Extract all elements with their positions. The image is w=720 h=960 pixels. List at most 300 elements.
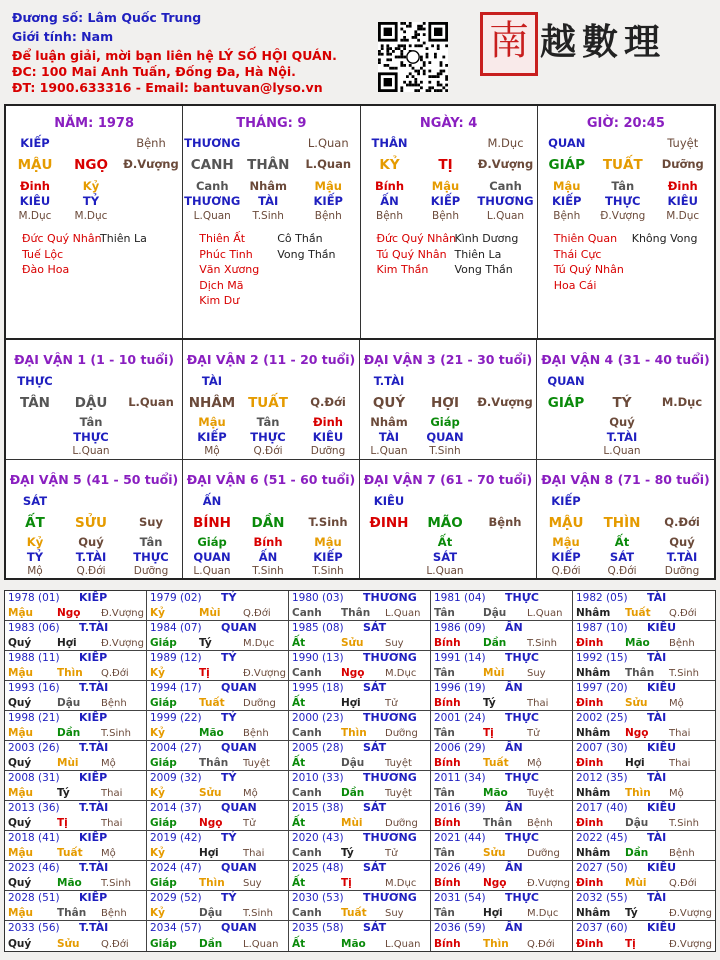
- god-row: [183, 136, 359, 154]
- ten-god: ẤN: [202, 494, 222, 508]
- year-state: Bệnh: [101, 698, 127, 709]
- year-label: 2004 (27): [150, 742, 202, 754]
- year-label: 2025 (48): [292, 862, 344, 874]
- year-stem: Đinh: [576, 697, 604, 709]
- year-cell: [573, 861, 715, 891]
- year-ten-god: KIÊU: [647, 741, 677, 754]
- hidden-stem: Mậu: [553, 179, 581, 193]
- year-branch: Tị: [199, 667, 210, 679]
- hidden-stem: Nhâm: [370, 415, 408, 429]
- year-state: M.Dục: [385, 668, 417, 679]
- heavenly-stem: GIÁP: [548, 157, 585, 173]
- year-stem: Đinh: [576, 637, 604, 649]
- year-stem: Canh: [292, 667, 322, 679]
- hidden-stem: Mậu: [431, 179, 460, 193]
- year-state: Mộ: [101, 848, 116, 859]
- year-stem: Đinh: [576, 877, 604, 889]
- year-label: 2019 (42): [150, 832, 202, 844]
- year-label: 2009 (32): [150, 772, 202, 784]
- year-label: 1983 (06): [8, 622, 60, 634]
- year-branch: Ngọ: [483, 877, 507, 889]
- earthly-branch: HỢI: [430, 395, 460, 411]
- year-label: 1999 (22): [150, 712, 202, 724]
- year-state: Dưỡng: [527, 848, 560, 859]
- year-ten-god: THỰC: [505, 771, 539, 784]
- year-state: Suy: [385, 908, 404, 919]
- year-label: 2020 (43): [292, 832, 344, 844]
- heavenly-stem: KỶ: [379, 157, 400, 173]
- year-cell: [147, 621, 289, 651]
- hidden-stem: Quý: [669, 535, 695, 549]
- year-ten-god: TÀI: [647, 771, 667, 784]
- year-stem: Mậu: [8, 667, 34, 679]
- year-stem: Nhâm: [576, 907, 611, 919]
- branch-state: Suy: [139, 515, 163, 529]
- year-stem: Mậu: [8, 907, 34, 919]
- year-branch: Mùi: [57, 757, 79, 769]
- year-cell: [289, 891, 431, 921]
- year-cell: [147, 651, 289, 681]
- year-state: Mộ: [101, 758, 116, 769]
- can-chi-row: [361, 157, 537, 175]
- year-ten-god: KIÊU: [647, 861, 677, 874]
- year-state: Dưỡng: [385, 818, 418, 829]
- earthly-branch: TỊ: [438, 157, 453, 173]
- year-stem: Bính: [434, 757, 461, 769]
- year-stem: Quý: [8, 697, 32, 709]
- year-branch: Dần: [483, 637, 507, 649]
- year-stem: Quý: [8, 877, 32, 889]
- year-label: 2010 (33): [292, 772, 344, 784]
- god-row: [360, 374, 536, 392]
- year-branch: Sửu: [57, 938, 80, 950]
- hidden-ten-god: KIẾP: [552, 194, 582, 208]
- annual-luck-table: [4, 590, 716, 952]
- pillar-2: [361, 106, 538, 338]
- year-state: Mộ: [243, 788, 258, 799]
- year-label: 2016 (39): [434, 802, 486, 814]
- hidden-ten-god: TÀI: [258, 194, 279, 208]
- star-other: Cô Thần: [277, 232, 323, 245]
- year-ten-god: THƯƠNG: [363, 831, 417, 844]
- branch-state: Bệnh: [488, 515, 522, 529]
- hidden-relation: Dưỡng: [133, 565, 169, 577]
- hidden-ten-god: T.TÀI: [606, 430, 638, 444]
- year-ten-god: THỰC: [505, 711, 539, 724]
- year-stem: Quý: [8, 938, 32, 950]
- star-good: Đức Quý Nhân: [22, 232, 102, 245]
- year-branch: Thìn: [199, 877, 225, 889]
- year-label: 2008 (31): [8, 772, 60, 784]
- year-label: 2001 (24): [434, 712, 486, 724]
- hidden-relation: Dưỡng: [664, 565, 700, 577]
- year-branch: Dậu: [57, 697, 81, 709]
- year-cell: [5, 741, 147, 771]
- year-branch: Thân: [57, 907, 87, 919]
- hidden-relation: T.Sinh: [252, 210, 284, 222]
- ten-god-top: KIẾP: [20, 136, 50, 150]
- year-branch: Tuất: [57, 847, 83, 859]
- year-label: 1978 (01): [8, 592, 60, 604]
- hidden-ten-god: KIẾP: [430, 194, 461, 208]
- hidden-stem: Giáp: [197, 535, 227, 549]
- year-ten-god: KIẾP: [79, 891, 108, 904]
- year-stem: Tân: [434, 607, 455, 619]
- earthly-branch: DẦN: [251, 515, 285, 531]
- address: ĐC: 100 Mai Anh Tuấn, Đống Đa, Hà Nội.: [12, 64, 296, 79]
- hidden-ten-god: THỰC: [133, 550, 169, 564]
- branch-state: T.Sinh: [308, 515, 348, 529]
- year-cell: [5, 651, 147, 681]
- year-ten-god: SÁT: [363, 921, 387, 934]
- hidden-stem: Giáp: [430, 415, 460, 429]
- year-branch: Ngọ: [341, 667, 365, 679]
- heavenly-stem: ẤT: [25, 515, 45, 531]
- star-other: Không Vong: [631, 232, 698, 245]
- year-branch: Tị: [57, 817, 68, 829]
- year-branch: Dậu: [341, 757, 365, 769]
- year-label: 1997 (20): [576, 682, 628, 694]
- qr-code-icon[interactable]: [378, 22, 448, 92]
- hidden-relation: Bệnh: [553, 210, 581, 222]
- branch-state: Đ.Vượng: [477, 157, 534, 171]
- dai-van-8: [537, 460, 714, 578]
- dai-van-title: ĐẠI VẬN 3 (21 - 30 tuổi): [363, 352, 533, 367]
- year-ten-god: SÁT: [363, 861, 387, 874]
- hidden-relation: T.Sinh: [312, 565, 344, 577]
- year-state: Suy: [527, 668, 546, 679]
- year-state: Suy: [243, 878, 262, 889]
- year-ten-god: QUAN: [221, 741, 257, 754]
- year-cell: [431, 651, 573, 681]
- year-branch: Hợi: [341, 697, 361, 709]
- year-state: Q.Đới: [101, 939, 129, 950]
- branch-state: Đ.Vượng: [123, 157, 179, 171]
- year-label: 2035 (58): [292, 922, 344, 934]
- year-stem: Đinh: [576, 817, 604, 829]
- can-chi-row: [183, 157, 359, 175]
- hidden-relation: M.Dục: [74, 210, 108, 222]
- year-label: 2011 (34): [434, 772, 486, 784]
- year-branch: Mão: [483, 787, 508, 799]
- earthly-branch: MÃO: [427, 515, 463, 531]
- year-branch: Hợi: [625, 757, 645, 769]
- ten-god: KIẾP: [551, 494, 581, 508]
- year-cell: [5, 861, 147, 891]
- dai-van-title: ĐẠI VẬN 7 (61 - 70 tuổi): [363, 472, 533, 487]
- year-stem: Kỷ: [150, 727, 165, 739]
- year-label: 2030 (53): [292, 892, 344, 904]
- year-state: L.Quan: [243, 939, 279, 950]
- year-branch: Thân: [199, 757, 229, 769]
- year-label: 1989 (12): [150, 652, 202, 664]
- year-label: 2021 (44): [434, 832, 486, 844]
- year-label: 1980 (03): [292, 592, 344, 604]
- year-ten-god: TỶ: [221, 831, 237, 844]
- pillar-3: [538, 106, 714, 338]
- hidden-ten-god: KIẾP: [551, 550, 581, 564]
- hidden-stem: Tân: [256, 415, 280, 429]
- hidden-stem: Kỷ: [26, 535, 44, 549]
- hidden-stem: Bính: [374, 179, 405, 193]
- year-stem: Tân: [434, 667, 455, 679]
- year-state: Đ.Vượng: [101, 608, 144, 619]
- year-ten-god: QUAN: [221, 681, 257, 694]
- year-cell: [289, 861, 431, 891]
- year-branch: Tị: [341, 877, 352, 889]
- pillar-title: THÁNG: 9: [236, 116, 307, 131]
- year-branch: Mão: [199, 727, 224, 739]
- year-ten-god: ẤN: [505, 681, 523, 694]
- year-label: 2026 (49): [434, 862, 486, 874]
- year-ten-god: KIẾP: [79, 651, 108, 664]
- year-stem: Mậu: [8, 607, 34, 619]
- hidden-relation: Mộ: [204, 445, 220, 457]
- star-good: Dịch Mã: [199, 278, 244, 292]
- can-chi-row: [183, 395, 359, 413]
- star-good: Đào Hoa: [22, 263, 70, 276]
- year-branch: Dậu: [199, 907, 223, 919]
- hidden-relations-row: [6, 565, 182, 583]
- year-ten-god: TÀI: [647, 651, 667, 664]
- year-state: Đ.Vượng: [669, 939, 712, 950]
- dai-van-title: ĐẠI VẬN 5 (41 - 50 tuổi): [9, 472, 179, 487]
- year-stem: Ất: [292, 757, 306, 769]
- hidden-stem: Tân: [79, 415, 103, 429]
- year-branch: Ngọ: [199, 817, 223, 829]
- year-stem: Ất: [292, 817, 306, 829]
- hidden-stem: Mậu: [198, 415, 226, 429]
- year-label: 2022 (45): [576, 832, 628, 844]
- year-state: T.Sinh: [527, 638, 557, 649]
- year-ten-god: ẤN: [505, 801, 523, 814]
- year-ten-god: QUAN: [221, 621, 257, 634]
- year-label: 1984 (07): [150, 622, 202, 634]
- year-ten-god: THƯƠNG: [363, 591, 417, 604]
- year-ten-god: TỶ: [221, 651, 237, 664]
- dai-van-title: ĐẠI VẬN 1 (1 - 10 tuổi): [14, 352, 174, 367]
- earthly-branch: NGỌ: [74, 157, 108, 173]
- year-branch: Mão: [625, 637, 650, 649]
- heavenly-stem: TÂN: [20, 395, 50, 411]
- hidden-stem: Đinh: [313, 415, 343, 429]
- hidden-ten-god: KIÊU: [312, 430, 344, 444]
- year-state: Mộ: [669, 788, 684, 799]
- year-state: Q.Đới: [527, 939, 555, 950]
- year-branch: Thân: [483, 817, 513, 829]
- year-branch: Tuất: [341, 907, 367, 919]
- year-ten-god: TÀI: [647, 711, 667, 724]
- year-label: 2007 (30): [576, 742, 628, 754]
- year-cell: [5, 921, 147, 951]
- year-stem: Mậu: [8, 847, 34, 859]
- year-label: 2018 (41): [8, 832, 60, 844]
- year-cell: [573, 891, 715, 921]
- year-cell: [573, 681, 715, 711]
- ten-god-top: THÂN: [371, 136, 408, 150]
- year-ten-god: TÀI: [647, 831, 667, 844]
- year-cell: [431, 681, 573, 711]
- year-branch: Tuất: [625, 607, 651, 619]
- year-branch: Sửu: [199, 787, 222, 799]
- year-cell: [289, 741, 431, 771]
- year-stem: Đinh: [576, 938, 604, 950]
- god-row: [361, 136, 537, 154]
- hidden-stem: Canh: [489, 179, 522, 193]
- year-branch: Tuất: [199, 697, 225, 709]
- hidden-ten-god: KIẾP: [197, 430, 227, 444]
- hidden-stem: Tân: [139, 535, 163, 549]
- four-pillars-table: [4, 104, 716, 340]
- hidden-relation: Bệnh: [376, 210, 403, 222]
- god-row: [537, 374, 714, 392]
- year-label: 2023 (46): [8, 862, 60, 874]
- dai-van-4: [537, 340, 714, 460]
- hidden-relation: Q.Đới: [76, 565, 106, 577]
- year-cell: [147, 861, 289, 891]
- hidden-stem: Đinh: [20, 179, 50, 193]
- star-good: Kim Dư: [199, 294, 240, 307]
- year-ten-god: TÀI: [647, 591, 667, 604]
- year-state: Tử: [385, 848, 398, 859]
- can-chi-row: [537, 395, 714, 413]
- hidden-relations-row: [537, 565, 714, 583]
- year-cell: [147, 771, 289, 801]
- branch-state: L.Quan: [305, 157, 352, 171]
- year-ten-god: THƯƠNG: [363, 891, 417, 904]
- year-ten-god: THỰC: [505, 651, 539, 664]
- year-branch: Mão: [57, 877, 82, 889]
- hidden-ten-god: T.TÀI: [75, 550, 107, 564]
- hidden-ten-god: TỶ: [26, 550, 44, 564]
- hidden-relation: Đ.Vượng: [600, 210, 646, 222]
- year-state: Thai: [101, 818, 123, 829]
- year-label: 2005 (28): [292, 742, 344, 754]
- hidden-relations-row: [361, 210, 537, 228]
- god-row: [537, 494, 714, 512]
- year-branch: Thìn: [483, 938, 509, 950]
- year-stem: Kỷ: [150, 667, 165, 679]
- year-label: 1982 (05): [576, 592, 628, 604]
- year-ten-god: ẤN: [505, 861, 523, 874]
- year-state: T.Sinh: [669, 668, 699, 679]
- hidden-ten-god: SÁT: [609, 550, 635, 564]
- year-cell: [431, 891, 573, 921]
- heavenly-stem: QUÝ: [372, 395, 406, 411]
- star-other: Thiên La: [454, 247, 502, 261]
- year-state: Tuyệt: [385, 758, 412, 769]
- dai-van-6: [183, 460, 360, 578]
- year-stem: Quý: [8, 757, 32, 769]
- year-ten-god: TỶ: [221, 771, 237, 784]
- year-label: 2012 (35): [576, 772, 628, 784]
- year-label: 2037 (60): [576, 922, 628, 934]
- hidden-ten-god: ẤN: [258, 550, 278, 564]
- branch-state: Đ.Vượng: [477, 395, 533, 409]
- year-state: L.Quan: [527, 608, 563, 619]
- relation-top: L.Quan: [307, 136, 349, 150]
- year-stem: Giáp: [150, 877, 177, 889]
- ten-god: TÀI: [201, 374, 223, 388]
- year-state: Tử: [527, 728, 540, 739]
- year-state: Tử: [385, 698, 398, 709]
- year-label: 2032 (55): [576, 892, 628, 904]
- year-cell: [147, 891, 289, 921]
- year-cell: [431, 861, 573, 891]
- year-stem: Bính: [434, 637, 461, 649]
- year-cell: [431, 711, 573, 741]
- ten-god: KIÊU: [373, 494, 405, 508]
- hidden-stem: Quý: [78, 535, 104, 549]
- year-ten-god: QUAN: [221, 861, 257, 874]
- year-cell: [431, 921, 573, 951]
- year-stem: Giáp: [150, 938, 177, 950]
- year-state: Q.Đới: [243, 608, 271, 619]
- year-branch: Hợi: [57, 637, 77, 649]
- year-cell: [573, 831, 715, 861]
- earthly-branch: TUẤT: [602, 157, 643, 173]
- year-label: 2006 (29): [434, 742, 486, 754]
- star-good: Thiên Ất: [199, 232, 246, 245]
- year-cell: [147, 831, 289, 861]
- can-chi-row: [6, 157, 182, 175]
- year-stem: Ất: [292, 877, 306, 889]
- hidden-stem: Mậu: [314, 535, 342, 549]
- dai-van-1: [6, 340, 183, 460]
- header: [0, 0, 720, 100]
- year-stem: Đinh: [576, 757, 604, 769]
- year-ten-god: ẤN: [505, 921, 523, 934]
- star-other: Vong Thần: [277, 247, 336, 261]
- dai-van-title: ĐẠI VẬN 2 (11 - 20 tuổi): [186, 352, 356, 367]
- year-label: 2003 (26): [8, 742, 60, 754]
- year-cell: [289, 801, 431, 831]
- year-label: 1998 (21): [8, 712, 60, 724]
- year-label: 1996 (19): [434, 682, 486, 694]
- hidden-ten-god: ẤN: [380, 194, 399, 208]
- year-state: Q.Đới: [669, 878, 697, 889]
- year-state: Suy: [385, 638, 404, 649]
- year-branch: Sửu: [341, 637, 364, 649]
- year-stem: Bính: [434, 938, 461, 950]
- heavenly-stem: ĐINH: [369, 515, 409, 531]
- hidden-relation: T.Sinh: [252, 565, 284, 577]
- year-branch: Mùi: [483, 667, 505, 679]
- year-cell: [5, 711, 147, 741]
- year-state: T.Sinh: [101, 878, 131, 889]
- year-cell: [573, 741, 715, 771]
- hidden-relation: L.Quan: [370, 445, 408, 457]
- year-ten-god: QUAN: [221, 801, 257, 814]
- branch-state: Dưỡng: [661, 157, 704, 171]
- heavenly-stem: MẬU: [548, 515, 584, 531]
- year-label: 1995 (18): [292, 682, 344, 694]
- heavenly-stem: MẬU: [17, 157, 53, 173]
- hidden-relation: M.Dục: [18, 210, 52, 222]
- branch-state: Q.Đới: [310, 395, 346, 409]
- dai-van-title: ĐẠI VẬN 6 (51 - 60 tuổi): [186, 472, 356, 487]
- year-cell: [573, 771, 715, 801]
- year-stem: Ất: [292, 938, 306, 950]
- hidden-relation: Bệnh: [432, 210, 459, 222]
- year-branch: Tý: [625, 907, 638, 919]
- god-row: [6, 494, 182, 512]
- god-row: [6, 136, 182, 154]
- year-state: Bệnh: [669, 848, 695, 859]
- year-state: Tử: [243, 818, 256, 829]
- year-ten-god: THƯƠNG: [363, 771, 417, 784]
- year-ten-god: SÁT: [363, 801, 387, 814]
